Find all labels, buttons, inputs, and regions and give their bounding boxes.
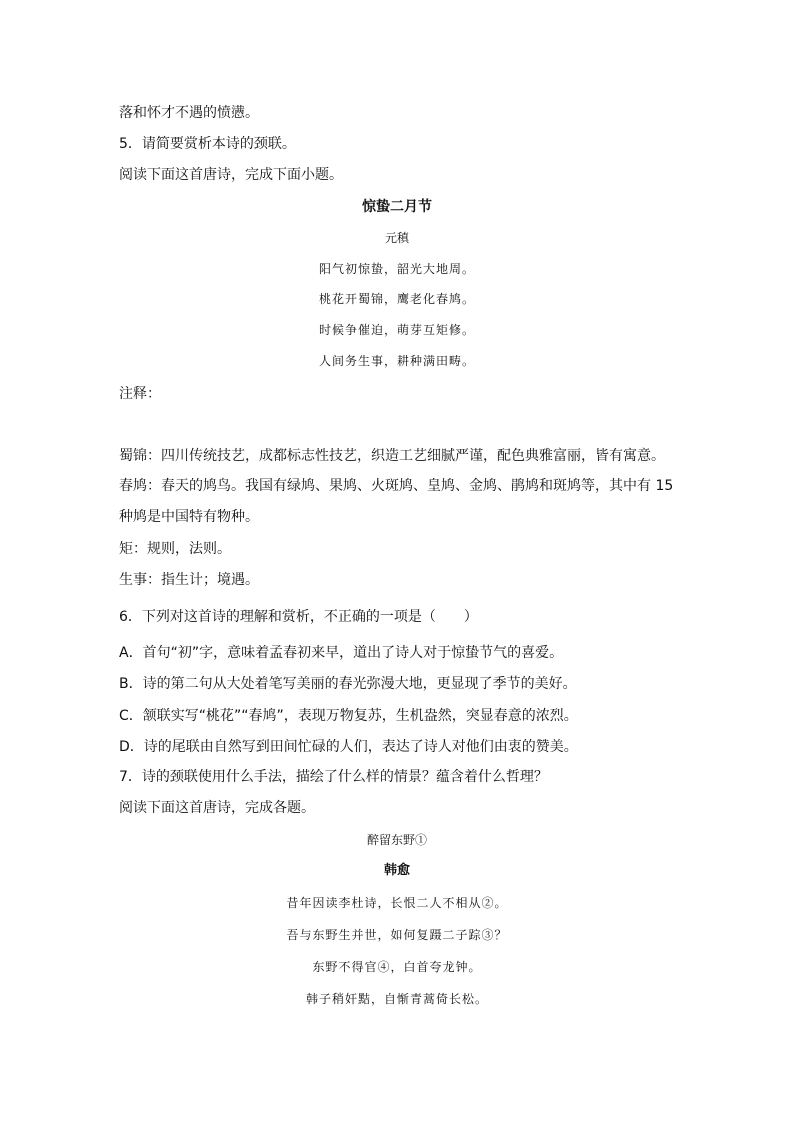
notes-label: 注释： [119,386,161,402]
text-line-continuation: 落和怀才不遇的愤懑。 [119,105,259,121]
note-item: 矩：规则，法则。 [119,541,231,557]
poem1-title: 惊蛰二月节 [362,199,432,215]
note-item: 生事：指生计；境遇。 [119,572,259,588]
option-b: B．诗的第二句从大处着笔写美丽的春光弥漫大地，更显现了季节的美好。 [119,676,577,692]
poem2-title: 醉留东野① [366,833,427,847]
reading-instruction-1: 阅读下面这首唐诗，完成下面小题。 [119,167,343,183]
poem1-line: 时候争催迫，萌芽互矩修。 [318,323,475,337]
option-c: C．颔联实写“桃花”“春鸠”，表现万物复苏，生机盎然，突显春意的浓烈。 [119,708,578,724]
poem1-author: 元稹 [384,231,409,245]
reading-instruction-2: 阅读下面这首唐诗，完成各题。 [119,800,315,816]
note-item: 种鸠是中国特有物种。 [119,509,259,525]
question-6: 6．下列对这首诗的理解和赏析，不正确的一项是（ ） [119,609,478,625]
poem2-line: 东野不得官④，白首夸龙钟。 [312,960,482,974]
option-d: D．诗的尾联由自然写到田间忙碌的人们，表达了诗人对他们由衷的赞美。 [119,739,578,755]
poem1-line: 桃花开蜀锦，鹰老化春鸠。 [318,292,475,306]
option-a: A．首句“初”字，意味着孟春初来早，道出了诗人对于惊蛰节气的喜爱。 [119,645,564,661]
poem2-author: 韩愈 [383,863,410,878]
question-5: 5．请简要赏析本诗的颈联。 [119,136,296,152]
poem1-line: 人间务生事，耕种满田畴。 [318,354,475,368]
poem2-line: 昔年因读李杜诗，长恨二人不相从②。 [286,896,508,910]
question-7: 7．诗的颈联使用什么手法，描绘了什么样的情景？蕴含着什么哲理？ [119,769,548,785]
poem2-line: 吾与东野生并世，如何复蹑二子踪③？ [286,928,508,942]
note-item: 春鸠：春天的鸠鸟。我国有绿鸠、果鸠、火斑鸠、皇鸠、金鸠、鹃鸠和斑鸠等，其中有 15 [119,478,674,494]
poem1-line: 阳气初惊蛰，韶光大地周。 [318,262,475,276]
note-item: 蜀锦：四川传统技艺，成都标志性技艺，织造工艺细腻严谨，配色典雅富丽，皆有寓意。 [119,448,665,464]
poem2-line: 韩子稍奸黠，自惭青蒿倚长松。 [305,992,488,1006]
